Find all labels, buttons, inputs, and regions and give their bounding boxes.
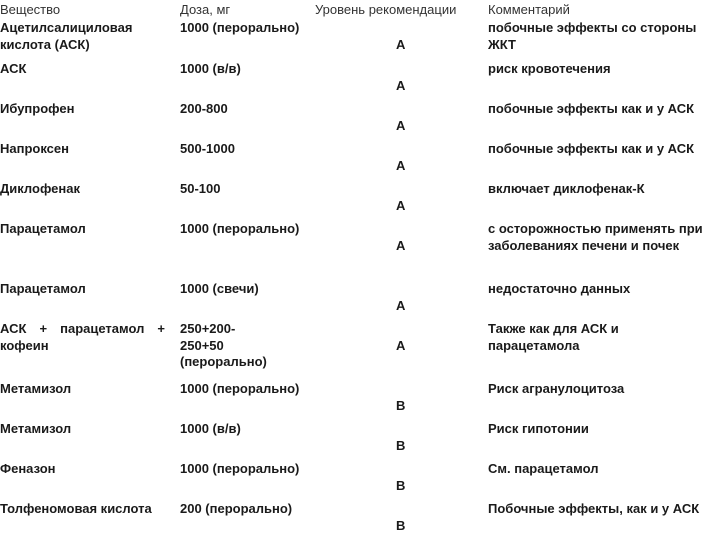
substance-cell: Метамизол xyxy=(0,381,72,396)
header-substance: Вещество xyxy=(0,2,61,17)
comment-cell: Риск агранулоцитоза xyxy=(488,381,625,396)
level-cell: B xyxy=(396,398,406,413)
dose-cell: 1000 (в/в) xyxy=(180,421,241,436)
header-dose: Доза, мг xyxy=(180,2,231,17)
dose-cell: 1000 (в/в) xyxy=(180,61,241,76)
substance-cell: Толфеномовая кислота xyxy=(0,501,152,516)
substance-cell: Ибупрофен xyxy=(0,101,75,116)
substance-cell: АСК xyxy=(0,61,27,76)
substance-cell: АСК + парацетамол + кофеин xyxy=(0,321,165,353)
comment-cell: недостаточно данных xyxy=(488,281,631,296)
substance-cell: Метамизол xyxy=(0,421,72,436)
level-cell: A xyxy=(396,78,406,93)
header-comment: Комментарий xyxy=(488,2,570,17)
level-cell: A xyxy=(396,198,406,213)
dose-cell: 1000 (перорально) xyxy=(180,221,300,236)
substance-cell: Феназон xyxy=(0,461,56,476)
dose-cell: 200-800 xyxy=(180,101,228,116)
comment-cell: См. парацетамол xyxy=(488,461,599,476)
level-cell: A xyxy=(396,238,406,253)
dose-cell: 1000 (перорально) xyxy=(180,20,300,35)
comment-cell: побочные эффекты как и у АСК xyxy=(488,141,695,156)
substance-cell: Напроксен xyxy=(0,141,69,156)
comment-cell: Риск гипотонии xyxy=(488,421,589,436)
comment-cell: Побочные эффекты, как и у АСК xyxy=(488,501,700,516)
substance-cell: Ацетилсалициловая кислота (АСК) xyxy=(0,20,133,52)
dose-cell: 200 (перорально) xyxy=(180,501,293,516)
substance-cell: Парацетамол xyxy=(0,281,86,296)
comment-cell: с осторожностью применять при заболеваниях печени и почек xyxy=(488,221,703,253)
level-cell: A xyxy=(396,298,406,313)
substance-cell: Диклофенак xyxy=(0,181,80,196)
dose-cell: 500-1000 xyxy=(180,141,235,156)
level-cell: A xyxy=(396,37,406,52)
comment-cell: включает диклофенак-К xyxy=(488,181,645,196)
comment-cell: побочные эффекты как и у АСК xyxy=(488,101,695,116)
dose-cell: 1000 (свечи) xyxy=(180,281,259,296)
substance-cell: Парацетамол xyxy=(0,221,86,236)
table-header xyxy=(0,2,720,20)
level-cell: B xyxy=(396,438,406,453)
level-cell: A xyxy=(396,118,406,133)
header-level: Уровень рекомендации xyxy=(315,2,457,17)
comment-cell: Также как для АСК и парацетамола xyxy=(488,321,619,353)
dose-cell: 250+200-250+50 (перорально) xyxy=(180,321,267,369)
level-cell: A xyxy=(396,338,406,353)
dose-cell: 1000 (перорально) xyxy=(180,381,300,396)
dose-cell: 1000 (перорально) xyxy=(180,461,300,476)
level-cell: B xyxy=(396,478,406,493)
level-cell: B xyxy=(396,518,406,533)
comment-cell: побочные эффекты со стороны ЖКТ xyxy=(488,20,697,52)
dose-cell: 50-100 xyxy=(180,181,221,196)
comment-cell: риск кровотечения xyxy=(488,61,611,76)
level-cell: A xyxy=(396,158,406,173)
